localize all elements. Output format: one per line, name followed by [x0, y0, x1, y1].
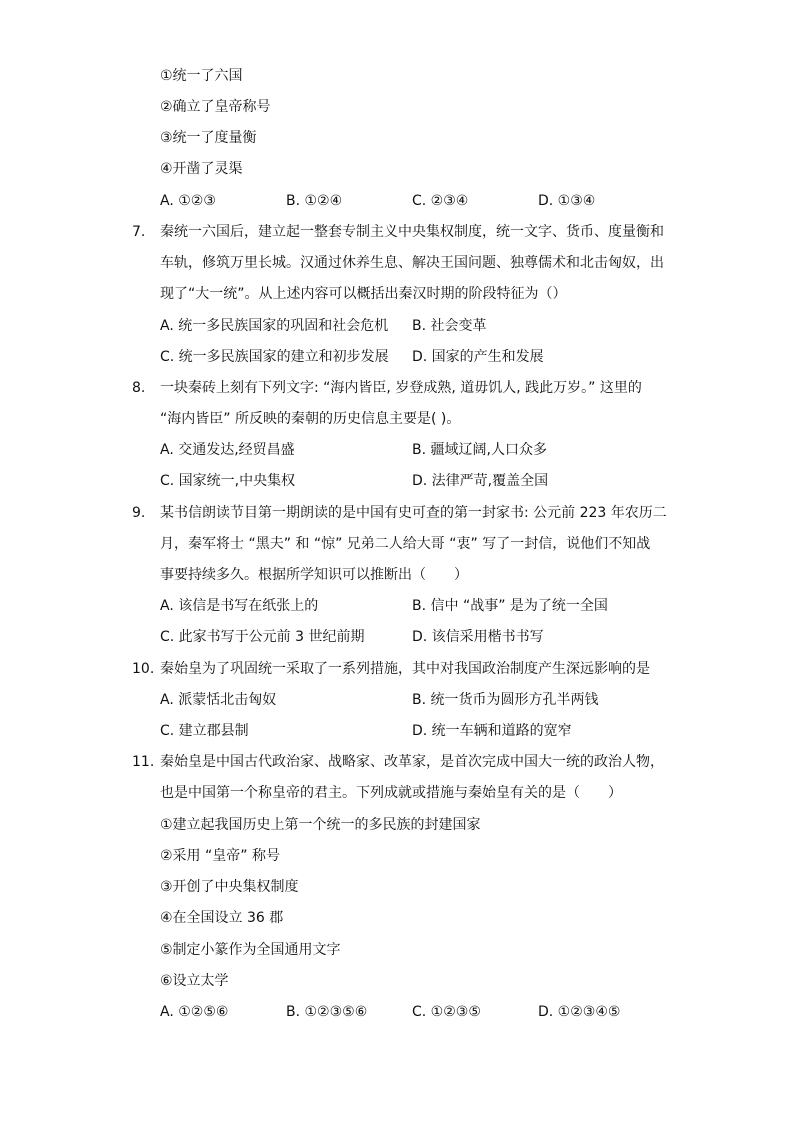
option-b[interactable]: B. ①②④	[286, 193, 343, 209]
option-d[interactable]: D. 统一车辆和道路的宽窄	[412, 723, 572, 739]
question-text-line: 车轨，修筑万里长城。汉通过休养生息、解决王国问题、独尊儒术和北击匈奴，出	[160, 255, 664, 271]
option-b[interactable]: B. ①②③⑤⑥	[286, 1004, 368, 1020]
question-number: 8.	[132, 380, 146, 396]
statement-item: ①统一了六国	[160, 68, 243, 84]
option-c[interactable]: C. 统一多民族国家的建立和初步发展	[160, 349, 389, 365]
statement-item: ②确立了皇帝称号	[160, 99, 271, 115]
question-text-line: 也是中国第一个称皇帝的君主。下列成就或措施与秦始皇有关的是（ ）	[160, 785, 622, 801]
option-c[interactable]: C. 建立郡县制	[160, 723, 249, 739]
question-number: 9.	[132, 505, 146, 521]
option-a[interactable]: A. 统一多民族国家的巩固和社会危机	[160, 318, 389, 334]
option-d[interactable]: D. ①②③④⑤	[538, 1004, 621, 1020]
option-b[interactable]: B. 疆域辽阔,人口众多	[412, 442, 547, 458]
question-number: 7.	[132, 224, 146, 240]
question-number: 10.	[132, 661, 155, 677]
option-b[interactable]: B. 社会变革	[412, 318, 487, 334]
question-number: 11.	[132, 754, 155, 770]
question-text-line: 月，秦军将士 “黑夫” 和 “惊” 兄弟二人给大哥 “衷” 写了一封信，说他们不知战	[160, 536, 651, 552]
question-text-line: 事要持续多久。根据所学知识可以推断出（ ）	[160, 567, 468, 583]
question-text-line: 一块秦砖上刻有下列文字: “海内皆臣, 岁登成熟, 道毋饥人, 践此万岁。” 这里的	[160, 380, 642, 396]
statement-item: ③统一了度量衡	[160, 130, 257, 146]
option-c[interactable]: C. ①②③⑤	[412, 1004, 481, 1020]
question-text-line: 秦始皇是中国古代政治家、战略家、改革家，是首次完成中国大一统的政治人物，	[160, 754, 664, 770]
statement-item: ①建立起我国历史上第一个统一的多民族的封建国家	[160, 817, 481, 833]
option-a[interactable]: A. 该信是书写在纸张上的	[160, 598, 319, 614]
question-text-line: 某书信朗读节目第一期朗读的是中国有史可查的第一封家书: 公元前 223 年农历二	[160, 505, 667, 521]
option-d[interactable]: D. 国家的产生和发展	[412, 349, 544, 365]
statement-item: ⑤制定小篆作为全国通用文字	[160, 942, 341, 958]
question-text-line: 现了“大一统”。从上述内容可以概括出秦汉时期的阶段特征为（）	[160, 286, 567, 302]
option-c[interactable]: C. ②③④	[412, 193, 469, 209]
option-a[interactable]: A. 派蒙恬北击匈奴	[160, 692, 277, 708]
option-b[interactable]: B. 统一货币为圆形方孔半两钱	[412, 692, 599, 708]
statement-item: ②采用 “皇帝” 称号	[160, 848, 280, 864]
statement-item: ④在全国设立 36 郡	[160, 910, 284, 926]
statement-item: ⑥设立太学	[160, 973, 229, 989]
option-a[interactable]: A. ①②⑤⑥	[160, 1004, 229, 1020]
option-a[interactable]: A. ①②③	[160, 193, 216, 209]
option-d[interactable]: D. ①③④	[538, 193, 596, 209]
statement-item: ④开凿了灵渠	[160, 161, 243, 177]
option-c[interactable]: C. 国家统一,中央集权	[160, 473, 296, 489]
option-d[interactable]: D. 法律严苛,覆盖全国	[412, 473, 549, 489]
question-text-line: “海内皆臣” 所反映的秦朝的历史信息主要是( )。	[160, 411, 461, 427]
question-text-line: 秦始皇为了巩固统一采取了一系列措施，其中对我国政治制度产生深远影响的是	[160, 661, 650, 677]
statement-item: ③开创了中央集权制度	[160, 879, 299, 895]
option-b[interactable]: B. 信中 “战事” 是为了统一全国	[412, 598, 608, 614]
option-c[interactable]: C. 此家书写于公元前 3 世纪前期	[160, 629, 365, 645]
question-text-line: 秦统一六国后，建立起一整套专制主义中央集权制度，统一文字、货币、度量衡和	[160, 224, 664, 240]
option-a[interactable]: A. 交通发达,经贸昌盛	[160, 442, 295, 458]
option-d[interactable]: D. 该信采用楷书书写	[412, 629, 544, 645]
